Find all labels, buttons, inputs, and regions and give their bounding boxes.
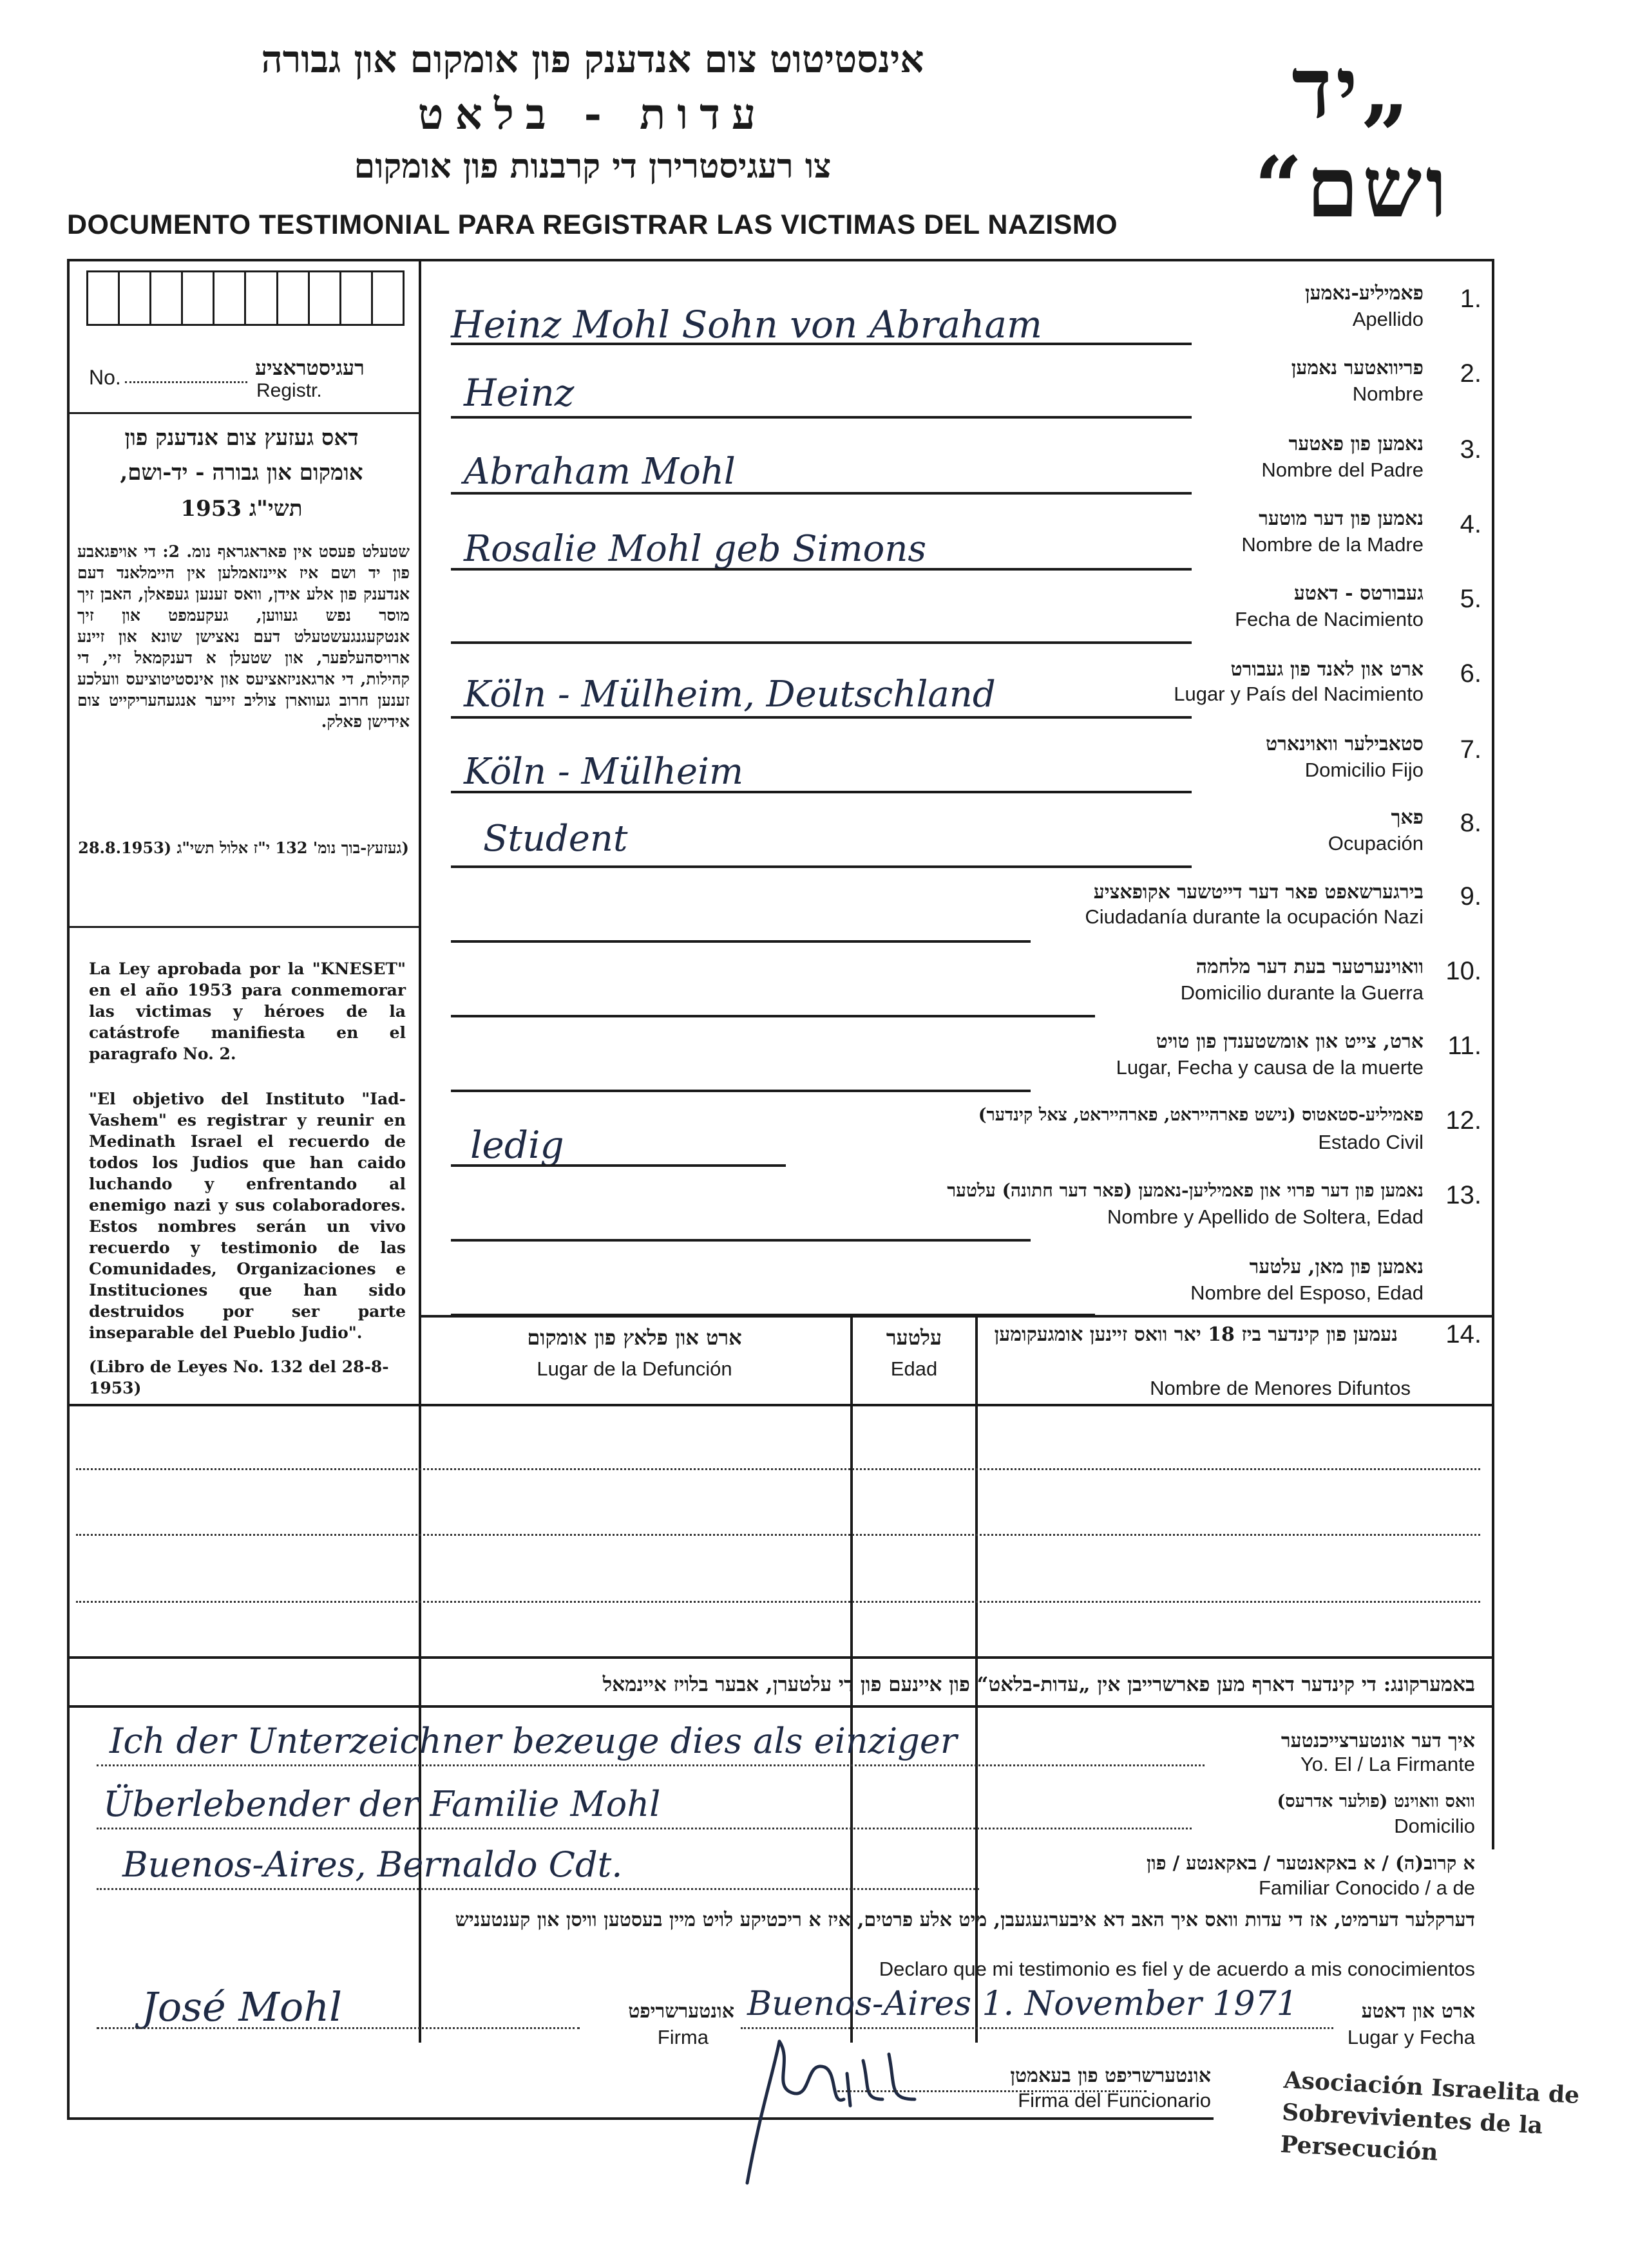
field-5-es: Fecha de Nacimiento bbox=[1235, 608, 1424, 630]
declarant-yo-line bbox=[97, 1764, 1205, 1766]
declarant-yo-es: Yo. El / La Firmante bbox=[1300, 1753, 1475, 1775]
field-8 bbox=[425, 792, 1481, 865]
declarant-fam-line bbox=[97, 1888, 979, 1890]
field-4-number: 4. bbox=[1460, 510, 1481, 538]
field-10-es: Domicilio durante la Guerra bbox=[1180, 981, 1424, 1004]
field-13b bbox=[425, 1240, 1481, 1314]
law-title-3: תשי"ג 1953 bbox=[180, 496, 303, 522]
field-6-heb: ארט און לאנד פון געבורט bbox=[1230, 658, 1424, 681]
field-5 bbox=[425, 569, 1481, 641]
declarant-fam-es: Familiar Conocido / a de bbox=[1259, 1876, 1475, 1899]
document-title: DOCUMENTO TESTIMONIAL PARA REGISTRAR LAS VICTIMAS DEL NAZISMO bbox=[67, 209, 1118, 240]
field-10-number: 10. bbox=[1445, 957, 1481, 985]
association-stamp: Asociación Israelita de Sobrevivientes de la Persecución bbox=[1279, 2066, 1581, 2166]
field-8-value[interactable]: Student bbox=[483, 818, 628, 860]
field-6-es: Lugar y País del Nacimiento bbox=[1174, 683, 1424, 705]
frame-bottom bbox=[67, 2117, 1214, 2120]
law-heb-body: שטעלט פעסט אין פאראגראף נומ. 2: די אויפגאבע פון יד ושם איז איינזאמלען אין היימלאנד דעם אנדענק פון אלע אידן, וואס זענען געפאלן, האבן זיך מוסר נפש געווען, געקעמפט און זיך אנטקעגנגעשטעלט דעם נאצישן שונא און זיינע ארויסהעלפער, און שטעלן א דענקמאל זיי, די קהילות, די ארגאניזאציעס און אינסטיטוציעס וועלכע זענען חרוב געווארן צוליב זייער אנגעהעריקייט צום אידישן פאלק. bbox=[77, 542, 410, 731]
table14-col1-heb: נעמען פון קינדער ביז 18 יאר וואס זיינען אומגעקומען bbox=[994, 1323, 1398, 1346]
field-3-value[interactable]: Abraham Mohl bbox=[464, 451, 736, 493]
field-2 bbox=[425, 344, 1481, 416]
field-5-number: 5. bbox=[1460, 585, 1481, 613]
table14-number: 14. bbox=[1445, 1320, 1481, 1348]
funcionario-es: Firma del Funcionario bbox=[1018, 2089, 1211, 2112]
declarant-dom-es: Domicilio bbox=[1394, 1815, 1475, 1837]
field-1 bbox=[425, 270, 1481, 346]
field-2-number: 2. bbox=[1460, 359, 1481, 388]
remark-top bbox=[67, 1656, 1493, 1659]
table14-col2-heb: עלטער bbox=[886, 1325, 942, 1350]
field-8-es: Ocupación bbox=[1328, 832, 1424, 855]
field-1-value[interactable]: Heinz Mohl Sohn von Abraham bbox=[451, 303, 1042, 346]
field-1-number: 1. bbox=[1460, 285, 1481, 313]
table-row-1[interactable] bbox=[76, 1468, 1480, 1470]
reg-es-label: Registr. bbox=[256, 380, 322, 401]
field-9-heb: בירגערשאפט פאר דער דייטשער אקופאציע bbox=[1093, 881, 1424, 903]
remark-text: באמערקונג: די קינדער דארף מען פארשרייבן אין „עדות-בלאט“ פון איינעם פון די עלטערן, אבער בלויז איינמאל bbox=[602, 1673, 1475, 1696]
firma-es: Firma bbox=[657, 2026, 709, 2048]
law-title-2: אומקום און גבורה - יד-ושם, bbox=[120, 460, 363, 486]
field-13-heb: נאמען פון דער פרוי און פאמיליען-נאמען (פאר דער חתונה) עלטער bbox=[947, 1180, 1424, 1201]
yad-vashem-logo: „יד ושם“ bbox=[1254, 39, 1451, 236]
remark-bottom bbox=[67, 1705, 1493, 1708]
table14-col1-es: Nombre de Menores Difuntos bbox=[1150, 1377, 1411, 1399]
field-1-heb: פאמיליע-נאמען bbox=[1305, 282, 1424, 305]
funcionario-heb: אונטערשריפט פון בעאמטן bbox=[1010, 2065, 1211, 2087]
institute-line-1: אינסטיטוט צום אנדענק פון אומקום און גבורה bbox=[261, 37, 924, 81]
field-7-number: 7. bbox=[1460, 735, 1481, 764]
funcionario-signature bbox=[734, 2035, 928, 2189]
field-8-heb: פאך bbox=[1391, 806, 1424, 829]
field-2-es: Nombre bbox=[1352, 383, 1424, 405]
field-12-number: 12. bbox=[1445, 1106, 1481, 1135]
field-11-es: Lugar, Fecha y causa de la muerte bbox=[1116, 1056, 1424, 1079]
firma-line bbox=[97, 2027, 580, 2029]
field-13-number: 13. bbox=[1445, 1181, 1481, 1209]
institute-line-2: עדות - בלאט bbox=[417, 89, 768, 139]
table14-col3-es: Lugar de la Defunción bbox=[537, 1357, 732, 1380]
field-4-heb: נאמען פון דער מוטער bbox=[1259, 507, 1424, 530]
field-9-number: 9. bbox=[1460, 882, 1481, 911]
field-13b-es: Nombre del Esposo, Edad bbox=[1190, 1281, 1424, 1304]
field-6-number: 6. bbox=[1460, 659, 1481, 688]
field-13-es: Nombre y Apellido de Soltera, Edad bbox=[1107, 1205, 1424, 1228]
field-12 bbox=[425, 1091, 1481, 1167]
institute-line-3: צו רעגיסטרירן די קרבנות פון אומקום bbox=[354, 147, 832, 186]
field-7-es: Domicilio Fijo bbox=[1304, 759, 1424, 781]
field-2-value[interactable]: Heinz bbox=[464, 371, 575, 415]
table14-col3-heb: ארט און פלאץ פון אומקום bbox=[527, 1325, 742, 1350]
field-3-es: Nombre del Padre bbox=[1261, 458, 1424, 481]
field-8-number: 8. bbox=[1460, 809, 1481, 837]
field-12-es: Estado Civil bbox=[1318, 1131, 1424, 1153]
field-3-heb: נאמען פון פאטער bbox=[1288, 433, 1424, 455]
law-es-ref: (Libro de Leyes No. 132 del 28-8-1953) bbox=[89, 1357, 389, 1397]
declare-heb: דערקלער דערמיט, אז די עדות וואס איך האב דא איבערגעגעבן, מיט אלע פרטים, איז א ריכטיקע לויט מיין בעסטען וויסן און קענטעניש bbox=[455, 1909, 1475, 1931]
field-3-number: 3. bbox=[1460, 435, 1481, 464]
field-11-number: 11. bbox=[1447, 1032, 1481, 1060]
place-es: Lugar y Fecha bbox=[1347, 2026, 1475, 2048]
declarant-yo-heb: איך דער אונטערצייכנטער bbox=[1281, 1730, 1475, 1752]
place-heb: ארט און דאטע bbox=[1361, 2000, 1475, 2023]
place-line bbox=[741, 2027, 1333, 2029]
field-9-es: Ciudadanía durante la ocupación Nazi bbox=[1085, 905, 1424, 928]
firma-heb: אונטערשריפט bbox=[628, 2000, 734, 2023]
law-es-2: "El objetivo del Instituto "Iad-Vashem" es registrar y reunir en Medinath Israel el recuerdo de todos los Judios que han caido luchando y enfrentando al enemigo nazi y sus colaboradores. Estos nombres serán un vivo recuerdo y testimonio de las Comunidades, Organizaciones e Instituciones que han sido destruidos por ser parte inseparable del Pueblo Judio". bbox=[89, 1090, 406, 1342]
place-value[interactable]: Buenos-Aires 1. November 1971 bbox=[747, 1985, 1298, 2023]
declarant-fam-heb: א קרוב(ה) / א באקאנטער / באקאנטע / פון bbox=[1146, 1852, 1475, 1874]
sidebar-sep-1 bbox=[67, 412, 420, 414]
field-6 bbox=[425, 643, 1481, 716]
declare-es: Declaro que mi testimonio es fiel y de acuerdo a mis conocimientos bbox=[879, 1958, 1475, 1980]
table14-col2-es: Edad bbox=[890, 1357, 938, 1380]
field-11 bbox=[425, 1016, 1481, 1090]
sidebar-sep-2 bbox=[67, 926, 420, 928]
field-7 bbox=[425, 717, 1481, 791]
law-heb-ref: (געזעץ-בוך נומ' 132 י"ז אלול תשי"ג (28.8.1953 bbox=[78, 838, 409, 857]
reg-no-label: No. bbox=[89, 366, 121, 389]
field-13 bbox=[425, 1166, 1481, 1239]
field-7-heb: סטאבילער וואוינארט bbox=[1266, 733, 1424, 755]
field-1-es: Apellido bbox=[1352, 308, 1424, 330]
declarant-dom-value[interactable]: Überlebender der Familie Mohl bbox=[103, 1784, 661, 1824]
field-4-value[interactable]: Rosalie Mohl geb Simons bbox=[464, 528, 927, 570]
field-10 bbox=[425, 941, 1481, 1015]
field-10-heb: וואוינערטער בעת דער מלחמה bbox=[1196, 956, 1424, 978]
firma-value[interactable]: José Mohl bbox=[142, 1983, 342, 2030]
declarant-fam-value[interactable]: Buenos-Aires, Bernaldo Cdt. bbox=[122, 1844, 623, 1885]
field-3 bbox=[425, 417, 1481, 492]
field-7-value[interactable]: Köln - Mülheim bbox=[464, 751, 744, 793]
table-row-3[interactable] bbox=[76, 1601, 1480, 1603]
reg-no-field bbox=[125, 381, 247, 383]
frame-left bbox=[67, 259, 70, 2120]
table-row-2[interactable] bbox=[76, 1534, 1480, 1536]
field-12-heb: פאמיליע-סטאטוס (נישט פארהייראט, פארהייראט, צאל קינדער) bbox=[978, 1105, 1424, 1125]
law-es-1: La Ley aprobada por la "KNESET" en el año 1953 para conmemorar las victimas y héroes de la catástrofe manifiesta en el paragrafo No. 2. bbox=[89, 959, 406, 1063]
declarant-dom-line bbox=[97, 1828, 1192, 1829]
field-11-heb: ארט, צייט און אומשטענדן פון טויט bbox=[1156, 1030, 1424, 1053]
table-header-bottom bbox=[67, 1404, 1493, 1406]
table-top bbox=[419, 1315, 1493, 1318]
field-4-es: Nombre de la Madre bbox=[1241, 533, 1424, 556]
frame-top bbox=[67, 259, 1494, 261]
law-title-1: דאס געזעץ צום אנדענק פון bbox=[124, 425, 359, 451]
frame-right bbox=[1492, 259, 1494, 1849]
declarant-dom-heb: וואס וואוינט (פולער אדרעס) bbox=[1277, 1791, 1475, 1811]
field-12-value[interactable]: ledig bbox=[470, 1123, 564, 1167]
declarant-yo-value[interactable]: Ich der Unterzeichner bezeuge dies als einziger bbox=[110, 1721, 957, 1761]
field-13b-heb: נאמען פון מאן, עלטער bbox=[1249, 1256, 1424, 1278]
field-6-value[interactable]: Köln - Mülheim, Deutschland bbox=[464, 674, 996, 715]
reg-heb-label: רעגיסטראציע bbox=[255, 355, 365, 380]
field-5-heb: געבורטס - דאטע bbox=[1293, 582, 1424, 605]
field-4 bbox=[425, 493, 1481, 568]
field-2-heb: פריוואטער נאמען bbox=[1291, 357, 1424, 379]
field-9 bbox=[425, 867, 1481, 940]
registration-stamp-boxes bbox=[86, 270, 405, 326]
